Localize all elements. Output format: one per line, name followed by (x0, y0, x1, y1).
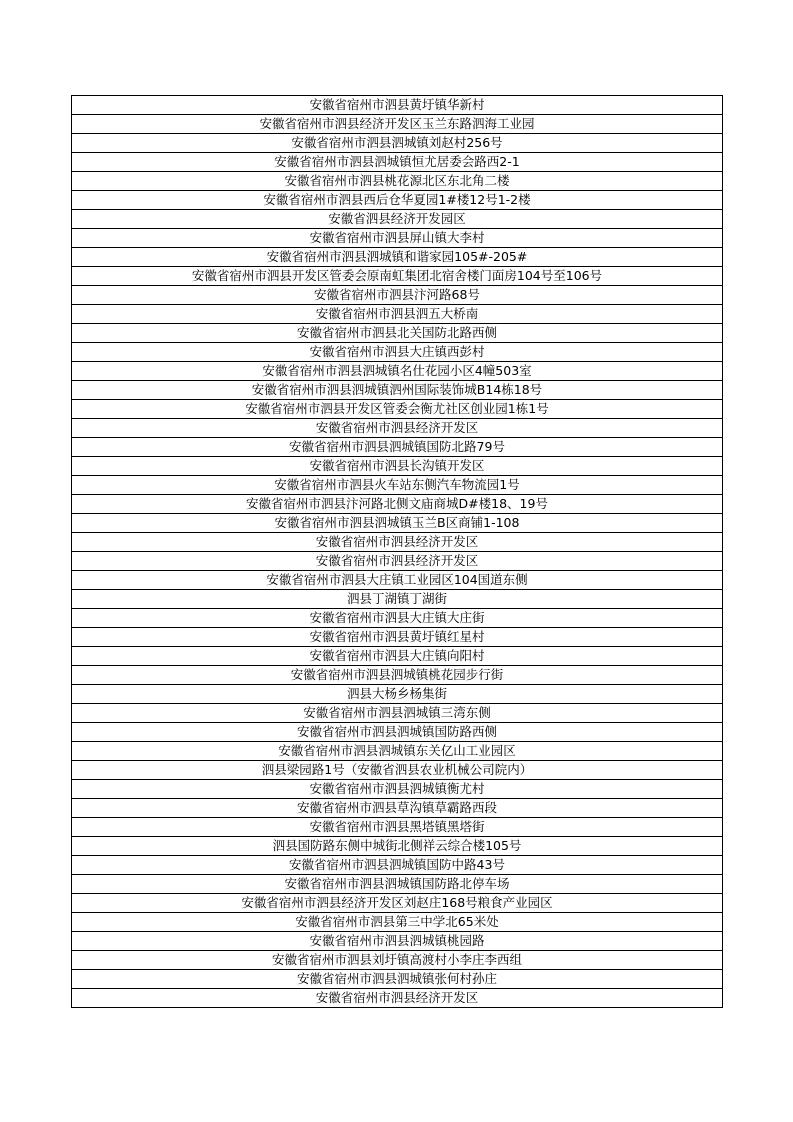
table-row (72, 96, 723, 115)
table-row (72, 875, 723, 894)
table-row (72, 286, 723, 305)
table-row (72, 552, 723, 571)
table-row (72, 533, 723, 552)
address-cell: 安徽省宿州市泗县泗城镇三湾东侧 (72, 704, 723, 723)
address-cell: 安徽省宿州市泗县西后仓华夏园1#楼12号1-2楼 (72, 191, 723, 210)
address-cell: 安徽省宿州市泗县泗城镇桃花园步行街 (72, 666, 723, 685)
table-row (72, 894, 723, 913)
table-row (72, 780, 723, 799)
address-cell: 安徽省宿州市泗县泗五大桥南 (72, 305, 723, 324)
address-cell: 安徽省宿州市泗县汴河路北侧文庙商城D#楼18、19号 (72, 495, 723, 514)
address-cell: 安徽省宿州市泗县大庄镇西彭村 (72, 343, 723, 362)
table-row (72, 970, 723, 989)
table-row (72, 609, 723, 628)
table-row (72, 153, 723, 172)
address-cell: 泗县梁园路1号（安徽省泗县农业机械公司院内） (72, 761, 723, 780)
address-cell: 安徽省宿州市泗县开发区管委会原南虹集团北宿舍楼门面房104号至106号 (72, 267, 723, 286)
address-cell: 安徽省宿州市泗县草沟镇草霸路西段 (72, 799, 723, 818)
address-cell: 安徽省宿州市泗县刘圩镇高渡村小李庄李西组 (72, 951, 723, 970)
address-cell: 安徽省宿州市泗县开发区管委会衡尤社区创业园1栋1号 (72, 400, 723, 419)
address-cell: 安徽省宿州市泗县泗城镇国防路北停车场 (72, 875, 723, 894)
address-cell: 泗县国防路东侧中城街北侧祥云综合楼105号 (72, 837, 723, 856)
table-row (72, 628, 723, 647)
table-row (72, 742, 723, 761)
table-row (72, 457, 723, 476)
address-cell: 安徽省宿州市泗县泗城镇国防中路43号 (72, 856, 723, 875)
table-row (72, 438, 723, 457)
address-cell: 安徽省宿州市泗县泗城镇东关亿山工业园区 (72, 742, 723, 761)
address-cell: 泗县丁湖镇丁湖街 (72, 590, 723, 609)
address-cell: 安徽省宿州市泗县屏山镇大李村 (72, 229, 723, 248)
table-row (72, 761, 723, 780)
table-row (72, 818, 723, 837)
address-cell: 安徽省宿州市泗县泗城镇恒尤居委会路西2-1 (72, 153, 723, 172)
table-row (72, 362, 723, 381)
address-cell: 安徽省宿州市泗县经济开发区 (72, 989, 723, 1008)
address-cell: 安徽省宿州市泗县经济开发区 (72, 419, 723, 438)
table-row (72, 115, 723, 134)
address-cell: 安徽省宿州市泗县泗城镇国防路西侧 (72, 723, 723, 742)
address-cell: 安徽省宿州市泗县泗城镇桃园路 (72, 932, 723, 951)
table-row (72, 837, 723, 856)
address-cell: 安徽省宿州市泗县泗城镇名仕花园小区4幢503室 (72, 362, 723, 381)
table-row (72, 210, 723, 229)
address-cell: 安徽省宿州市泗县黑塔镇黑塔街 (72, 818, 723, 837)
table-row (72, 134, 723, 153)
table-row (72, 248, 723, 267)
table-row (72, 989, 723, 1008)
table-row (72, 571, 723, 590)
address-cell: 安徽省宿州市泗县经济开发区玉兰东路泗海工业园 (72, 115, 723, 134)
address-cell: 安徽省宿州市泗县北关国防北路西侧 (72, 324, 723, 343)
address-cell: 安徽省宿州市泗县火车站东侧汽车物流园1号 (72, 476, 723, 495)
address-cell: 安徽省宿州市泗县桃花源北区东北角二楼 (72, 172, 723, 191)
address-cell: 安徽省宿州市泗县大庄镇向阳村 (72, 647, 723, 666)
address-cell: 安徽省宿州市泗县泗城镇衡尤村 (72, 780, 723, 799)
address-table (71, 95, 723, 1008)
table-row (72, 229, 723, 248)
address-cell: 安徽省宿州市泗县经济开发区 (72, 533, 723, 552)
address-cell: 安徽省宿州市泗县汴河路68号 (72, 286, 723, 305)
table-row (72, 913, 723, 932)
address-cell: 安徽省宿州市泗县经济开发区刘赵庄168号粮食产业园区 (72, 894, 723, 913)
table-row (72, 932, 723, 951)
table-row (72, 343, 723, 362)
table-row (72, 647, 723, 666)
address-cell: 安徽省宿州市泗县第三中学北65米处 (72, 913, 723, 932)
address-cell: 安徽省宿州市泗县经济开发区 (72, 552, 723, 571)
table-row (72, 172, 723, 191)
table-row (72, 191, 723, 210)
address-cell: 安徽省泗县经济开发园区 (72, 210, 723, 229)
table-row (72, 419, 723, 438)
table-row (72, 666, 723, 685)
address-cell: 安徽省宿州市泗县泗城镇泗州国际装饰城B14栋18号 (72, 381, 723, 400)
address-cell: 安徽省宿州市泗县泗城镇国防北路79号 (72, 438, 723, 457)
table-row (72, 704, 723, 723)
address-cell: 安徽省宿州市泗县大庄镇大庄街 (72, 609, 723, 628)
table-row (72, 856, 723, 875)
table-row (72, 305, 723, 324)
table-row (72, 381, 723, 400)
table-row (72, 685, 723, 704)
address-cell: 安徽省宿州市泗县长沟镇开发区 (72, 457, 723, 476)
address-cell: 安徽省宿州市泗县泗城镇张何村孙庄 (72, 970, 723, 989)
address-cell: 安徽省宿州市泗县泗城镇玉兰B区商铺1-108 (72, 514, 723, 533)
address-cell: 安徽省宿州市泗县大庄镇工业园区104国道东侧 (72, 571, 723, 590)
address-cell: 安徽省宿州市泗县泗城镇刘赵村256号 (72, 134, 723, 153)
table-row (72, 514, 723, 533)
address-cell: 安徽省宿州市泗县泗城镇和谐家园105#-205# (72, 248, 723, 267)
table-row (72, 267, 723, 286)
table-row (72, 400, 723, 419)
table-row (72, 590, 723, 609)
address-table-body (72, 96, 723, 1008)
table-row (72, 799, 723, 818)
table-row (72, 723, 723, 742)
table-row (72, 476, 723, 495)
table-row (72, 324, 723, 343)
address-cell: 安徽省宿州市泗县黄圩镇华新村 (72, 96, 723, 115)
address-cell: 泗县大杨乡杨集街 (72, 685, 723, 704)
address-cell: 安徽省宿州市泗县黄圩镇红星村 (72, 628, 723, 647)
table-row (72, 951, 723, 970)
table-row (72, 495, 723, 514)
